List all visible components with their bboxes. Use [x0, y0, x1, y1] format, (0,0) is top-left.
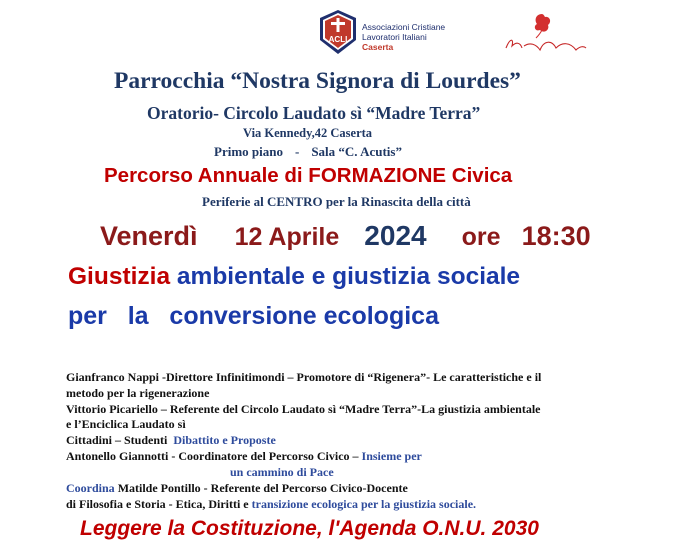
- program-line-5: [66, 433, 276, 448]
- acli-logo: [318, 9, 358, 55]
- program-line-9: [66, 497, 476, 512]
- floor-label: Primo piano: [214, 144, 283, 159]
- theme-word-2: ambientale e: [170, 263, 333, 290]
- theme-word-3: giustizia sociale: [332, 263, 521, 290]
- signature-logo: [500, 8, 590, 58]
- acli-mark-text: ACLI: [328, 35, 348, 44]
- course-highlight: FORMAZIONE: [308, 164, 447, 187]
- theme-line-2: per la conversione ecologica: [68, 302, 439, 330]
- program-giannotti: Antonello Giannotti - Coordinatore del Percorso Civico –: [66, 449, 362, 463]
- program-line-8: [66, 481, 408, 496]
- room-label: Sala “C. Acutis”: [311, 144, 402, 159]
- program-line-7: un cammino di Pace: [230, 465, 334, 479]
- address: Via Kennedy,42 Caserta: [243, 126, 373, 140]
- event-date-value: 12 Aprile: [234, 223, 340, 251]
- acli-line-1: Associazioni Cristiane: [362, 22, 446, 32]
- course-prefix: Percorso Annuale di: [104, 164, 309, 187]
- program-line-4: e l’Enciclica Laudato sì: [66, 417, 186, 431]
- acli-org-name: [362, 22, 445, 52]
- program-line-2: metodo per la rigenerazione: [66, 386, 210, 400]
- program-philosophy: di Filosofia e Storia - Etica, Diritti e: [66, 497, 252, 511]
- program-line-6: [66, 449, 422, 464]
- course-suffix: Civica: [446, 164, 513, 187]
- program-coordina: Coordina: [66, 481, 115, 495]
- course-title: [104, 164, 512, 188]
- acli-line-2: Lavoratori Italiani: [362, 32, 427, 42]
- program-line-1: Gianfranco Nappi -Direttore Infinitimondi – Promotore di “Rigenera”- Le caratteristiche e il: [66, 370, 542, 384]
- floor-separator: -: [294, 144, 300, 159]
- parish-title: Parrocchia “Nostra Signora di Lourdes”: [114, 68, 521, 94]
- event-time: 18:30: [521, 221, 591, 251]
- course-tagline: Periferie al CENTRO per la Rinascita della città: [202, 194, 471, 209]
- event-year: 2024: [364, 220, 427, 251]
- event-day: Venerdì: [100, 221, 198, 251]
- program-citizens: Cittadini – Studenti: [66, 433, 168, 447]
- program-debate: Dibattito e Proposte: [173, 433, 276, 447]
- theme-word-1: Giustizia: [68, 263, 171, 290]
- program-pontillo: Matilde Pontillo - Referente del Percorso Civico-Docente: [114, 481, 408, 495]
- program-transition: transizione ecologica per la giustizia sociale.: [251, 497, 477, 511]
- theme-line-1: [68, 263, 520, 291]
- program-line-3: Vittorio Picariello – Referente del Circolo Laudato sì “Madre Terra”-La giustizia ambientale: [66, 402, 541, 416]
- event-time-label: ore: [461, 223, 501, 251]
- event-date: [100, 220, 591, 252]
- footer-slogan: Leggere la Costituzione, l'Agenda O.N.U. 2030: [80, 517, 539, 540]
- program-together: Insieme per: [361, 449, 422, 463]
- venue-room: [214, 144, 402, 160]
- oratory-subtitle: Oratorio- Circolo Laudato sì “Madre Terra”: [147, 103, 481, 123]
- acli-line-3: Caserta: [362, 42, 394, 52]
